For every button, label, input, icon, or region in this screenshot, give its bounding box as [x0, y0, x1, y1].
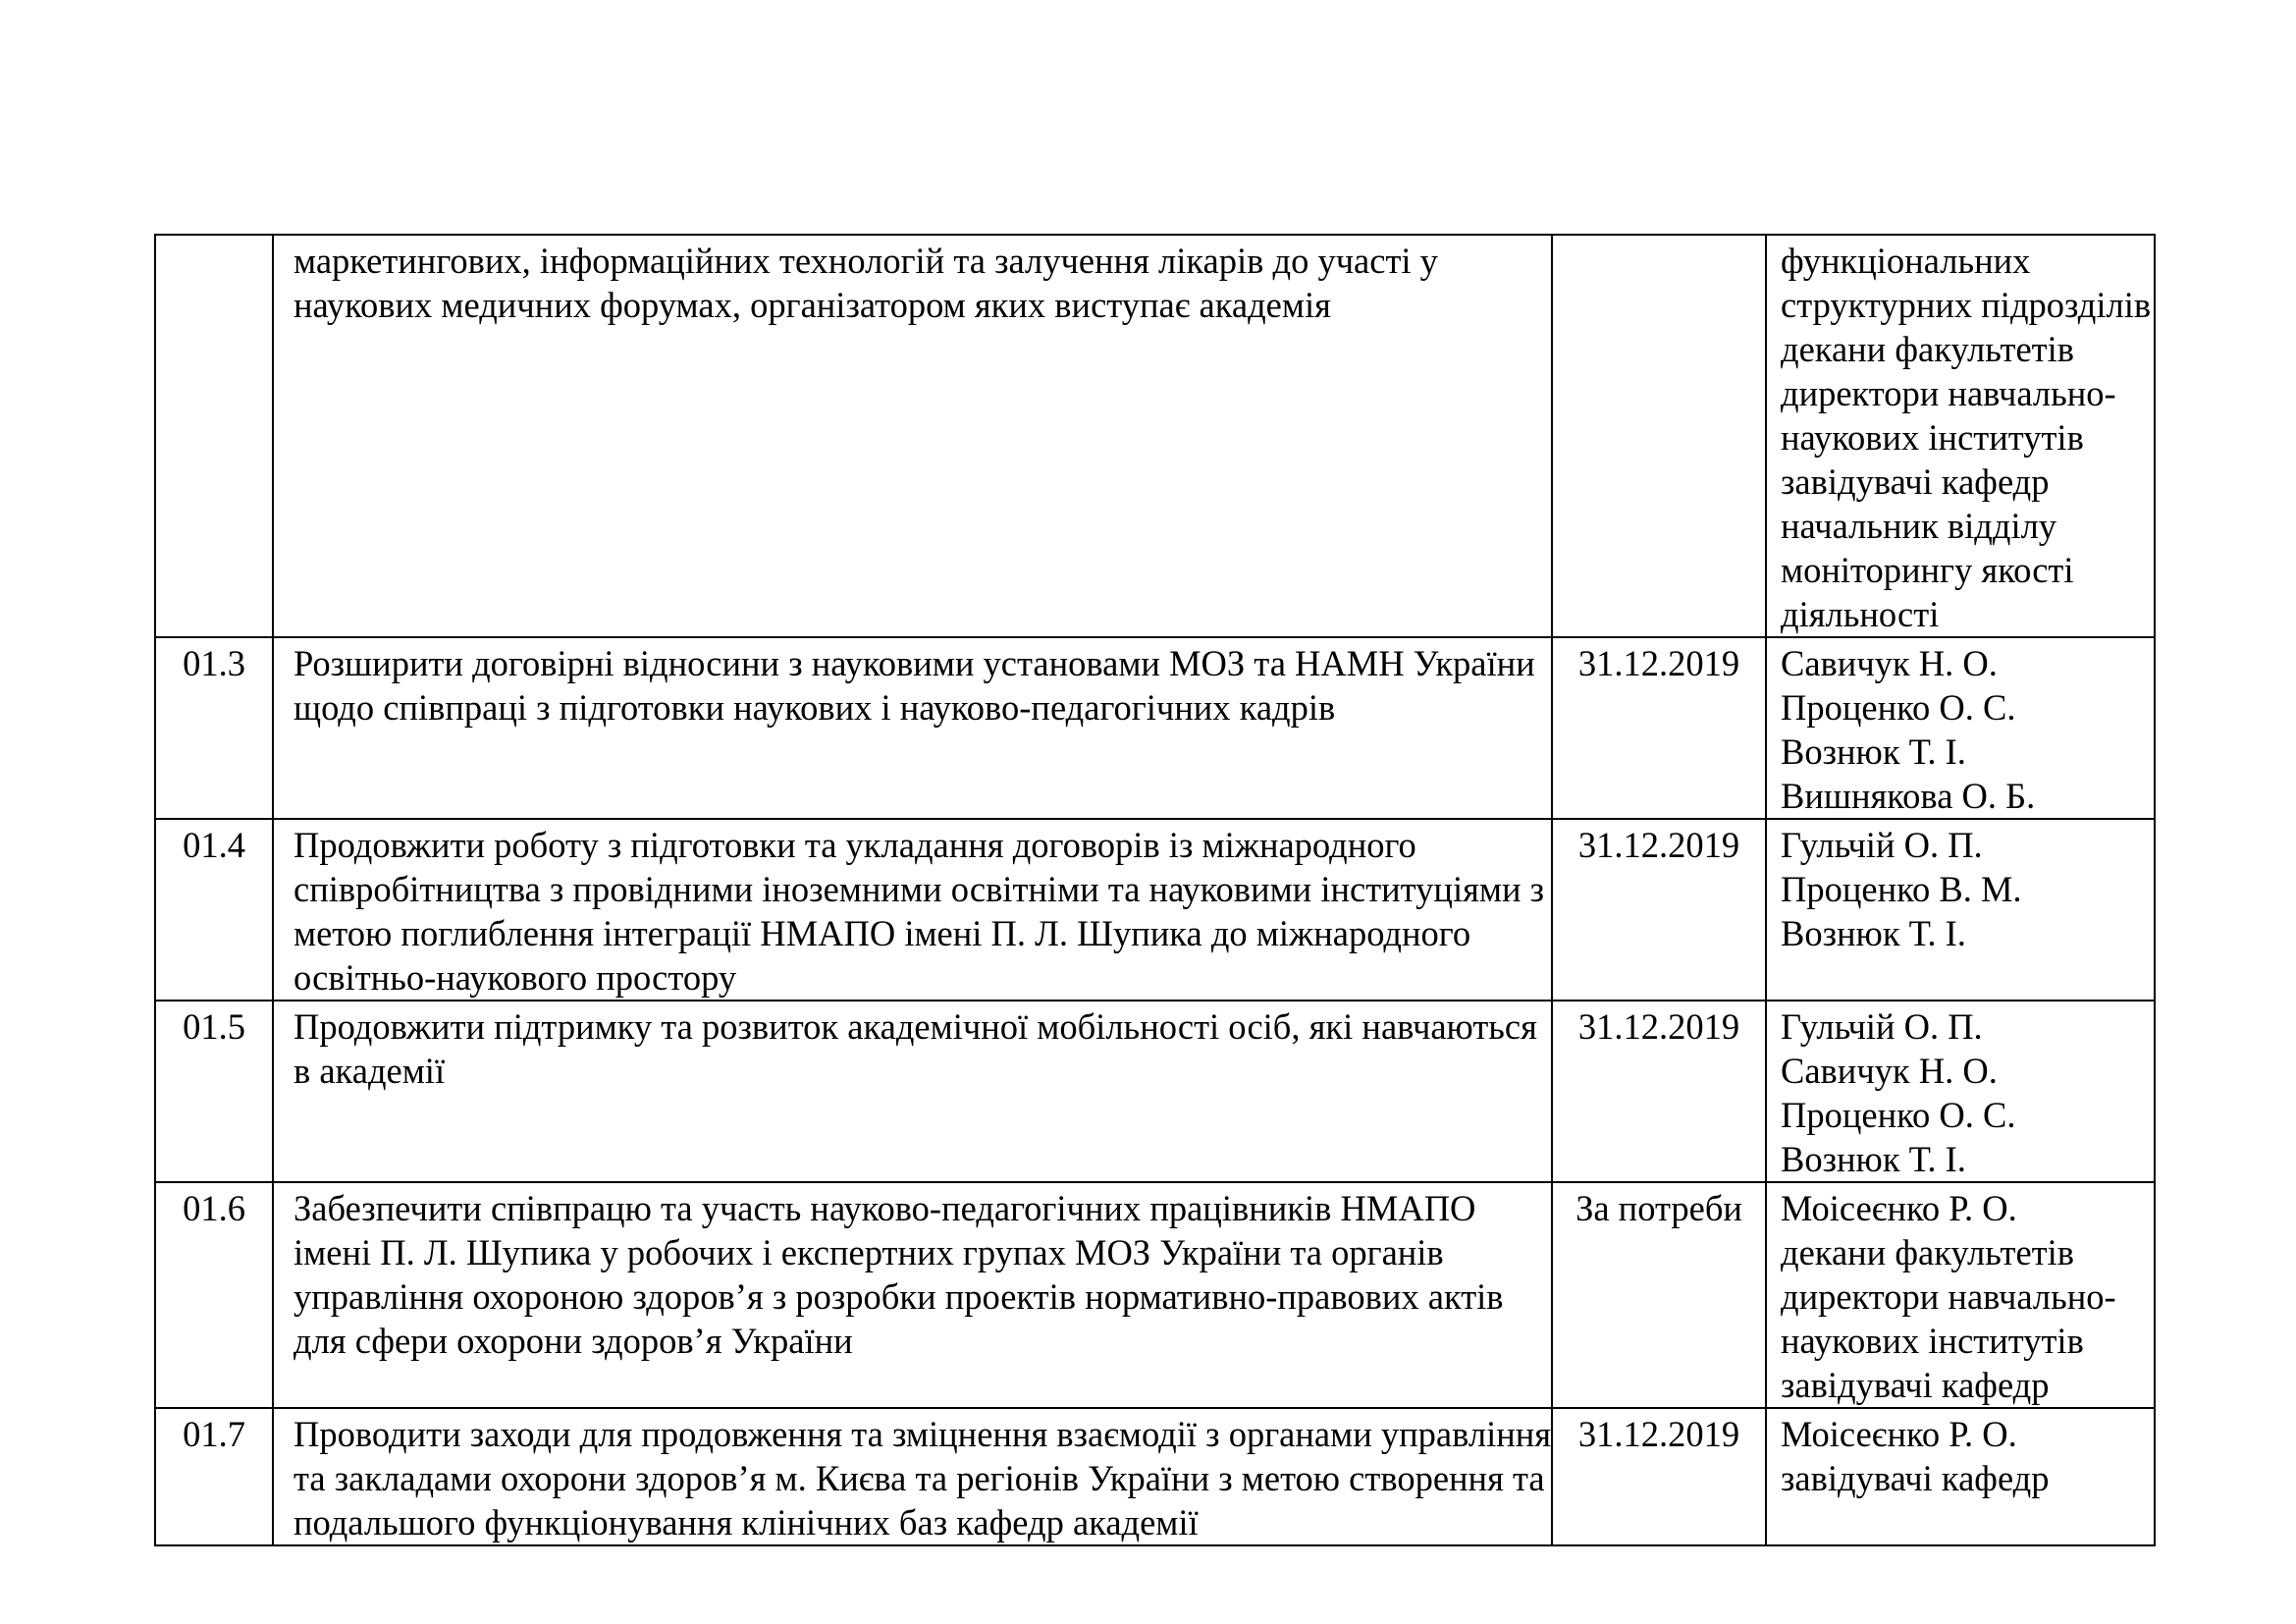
task-text-line: Продовжити підтримку та розвиток академічної мобільності осіб, які навчаються — [294, 1006, 1537, 1047]
task-text-line: та закладами охорони здоров’я м. Києва та регіонів України з метою створення та — [294, 1458, 1545, 1498]
item-number: 01.7 — [155, 1408, 273, 1545]
deadline-cell: 31.12.2019 — [1552, 637, 1766, 819]
responsible-person: наукових інститутів — [1781, 417, 2084, 458]
table-row — [155, 235, 2155, 637]
table-row — [155, 1001, 2155, 1182]
responsible-person: функціональних — [1781, 241, 2031, 281]
task-text-line: Проводити заходи для продовження та зміцнення взаємодії з органами управління — [294, 1414, 1552, 1454]
task-cell — [273, 1408, 1552, 1545]
item-number: 01.3 — [155, 637, 273, 819]
task-cell — [273, 235, 1552, 637]
plan-table-body — [155, 235, 2155, 1545]
task-cell — [273, 1001, 1552, 1182]
responsible-cell — [1766, 819, 2155, 1001]
task-cell — [273, 1182, 1552, 1408]
task-text-line: для сфери охорони здоров’я України — [294, 1321, 853, 1361]
table-row — [155, 637, 2155, 819]
plan-table — [154, 234, 2156, 1546]
task-text-line: імені П. Л. Шупика у робочих і експертних групах МОЗ України та органів — [294, 1232, 1444, 1272]
responsible-person: Гульчій О. П. — [1781, 1006, 1983, 1047]
responsible-cell — [1766, 1182, 2155, 1408]
task-text-line: Забезпечити співпрацю та участь науково-педагогічних працівників НМАПО — [294, 1188, 1476, 1228]
task-text-line: Розширити договірні відносини з науковими установами МОЗ та НАМН України — [294, 643, 1535, 683]
task-text-line: Продовжити роботу з підготовки та укладання договорів із міжнародного — [294, 825, 1416, 865]
responsible-person: Гульчій О. П. — [1781, 825, 1983, 865]
task-text-line: маркетингових, інформаційних технологій та залучення лікарів до участі у — [294, 241, 1438, 281]
responsible-person: Проценко В. М. — [1781, 869, 2022, 909]
responsible-person: Савичук Н. О. — [1781, 643, 1998, 683]
responsible-person: моніторингу якості — [1781, 550, 2074, 590]
responsible-person: Моісеєнко Р. О. — [1781, 1188, 2017, 1228]
task-text-line: метою поглиблення інтеграції НМАПО імені П. Л. Шупика до міжнародного — [294, 913, 1471, 953]
responsible-cell — [1766, 1001, 2155, 1182]
responsible-person: структурних підрозділів — [1781, 285, 2152, 325]
task-cell — [273, 819, 1552, 1001]
task-text-line: наукових медичних форумах, організатором яких виступає академія — [294, 285, 1331, 325]
responsible-person: Проценко О. С. — [1781, 687, 2016, 728]
item-number — [155, 235, 273, 637]
responsible-cell — [1766, 637, 2155, 819]
responsible-person: Вознюк Т. І. — [1781, 1139, 1966, 1179]
table-row — [155, 1408, 2155, 1545]
responsible-person: начальник відділу — [1781, 506, 2057, 546]
responsible-person: директори навчально- — [1781, 1276, 2116, 1317]
deadline-cell — [1552, 235, 1766, 637]
responsible-person: Вознюк Т. І. — [1781, 731, 1966, 772]
responsible-person: завідувачі кафедр — [1781, 1458, 2050, 1498]
responsible-person: Моісеєнко Р. О. — [1781, 1414, 2017, 1454]
deadline-cell: За потреби — [1552, 1182, 1766, 1408]
responsible-person: Проценко О. С. — [1781, 1095, 2016, 1135]
deadline-cell: 31.12.2019 — [1552, 1001, 1766, 1182]
task-text-line: в академії — [294, 1051, 446, 1091]
task-text-line: щодо співпраці з підготовки наукових і науково-педагогічних кадрів — [294, 687, 1336, 728]
responsible-person: декани факультетів — [1781, 329, 2075, 369]
responsible-cell — [1766, 1408, 2155, 1545]
item-number: 01.5 — [155, 1001, 273, 1182]
deadline-cell: 31.12.2019 — [1552, 1408, 1766, 1545]
table-row — [155, 819, 2155, 1001]
item-number: 01.6 — [155, 1182, 273, 1408]
responsible-cell — [1766, 235, 2155, 637]
responsible-person: завідувачі кафедр — [1781, 461, 2050, 502]
task-text-line: подальшого функціонування клінічних баз кафедр академії — [294, 1502, 1199, 1543]
responsible-person: Вишнякова О. Б. — [1781, 776, 2036, 816]
table-row — [155, 1182, 2155, 1408]
task-text-line: управління охороною здоров’я з розробки проектів нормативно-правових актів — [294, 1276, 1504, 1317]
responsible-person: директори навчально- — [1781, 373, 2116, 413]
responsible-person: завідувачі кафедр — [1781, 1365, 2050, 1405]
item-number: 01.4 — [155, 819, 273, 1001]
responsible-person: діяльності — [1781, 594, 1940, 634]
responsible-person: наукових інститутів — [1781, 1321, 2084, 1361]
task-text-line: співробітництва з провідними іноземними освітніми та науковими інституціями з — [294, 869, 1545, 909]
task-text-line: освітньо-наукового простору — [294, 957, 737, 998]
responsible-person: Савичук Н. О. — [1781, 1051, 1998, 1091]
task-cell — [273, 637, 1552, 819]
deadline-cell: 31.12.2019 — [1552, 819, 1766, 1001]
responsible-person: декани факультетів — [1781, 1232, 2075, 1272]
responsible-person: Вознюк Т. І. — [1781, 913, 1966, 953]
